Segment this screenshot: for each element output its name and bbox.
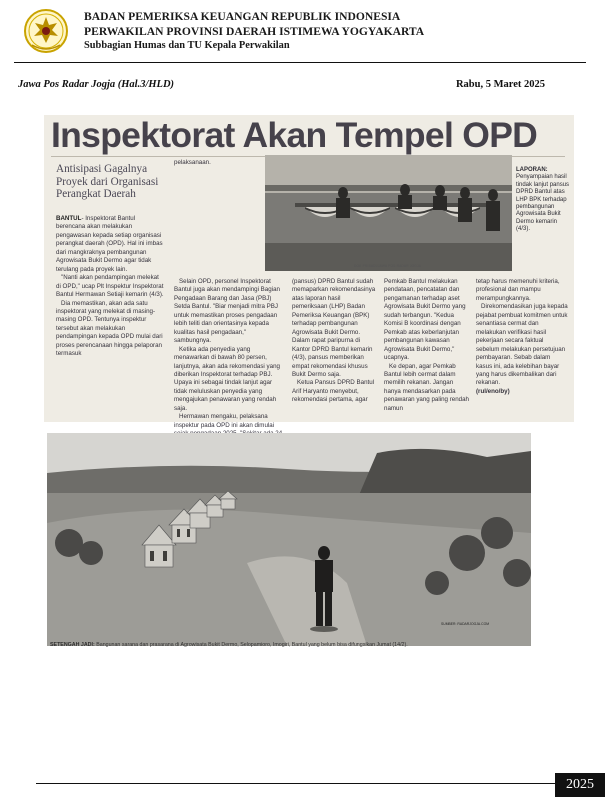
article-column-4 xyxy=(384,278,469,420)
article-column-1 xyxy=(56,215,165,420)
paragraph: pelaksanaan. xyxy=(174,159,211,166)
paragraph: (pansus) DPRD Bantul sudah memaparkan rekomendasinya atas laporan hasil pemeriksaan (LHP) Badan Pemeriksa Keuangan (BPK) terhadap pembangunan Agrowisata Bukit Dermo. Dalam rapat paripurna di Kantor DPRD Bantul kemarin (4/3), pansus memberikan empat rekomendasi khusus Bukit Dermo saja. xyxy=(292,278,376,378)
bukit-dermo-photo xyxy=(47,433,531,646)
header-divider xyxy=(14,62,586,63)
photo2-credit: SUMBER: RADARJOGJA.COM xyxy=(441,622,490,626)
date-label: Rabu, 5 Maret 2025 xyxy=(455,79,545,90)
paragraph: Ketua Pansus DPRD Bantul Arif Haryanto menyebut, rekomendasi pertama, agar xyxy=(292,379,375,404)
paragraph: Direkomendasikan juga kepada pejabat pembuat komitmen untuk senantiasa cermat dan melakukan verifikasi hasil pekerjaan secara faktual sebelum melakukan persetujuan pembayaran. Sebab dalam kasus ini, ada kelebihan bayar yang harus dikembalikan dari rekanan. xyxy=(476,303,568,387)
photo-credit: DOK PRIBADI/JAWA POS RADAR JOGJA xyxy=(354,264,422,268)
news-clipping xyxy=(44,115,574,429)
meeting-photo xyxy=(265,155,512,271)
year-badge: 2025 xyxy=(555,773,605,797)
article-column-3 xyxy=(292,278,377,420)
paragraph: "Nanti akan pendampingan melekat di OPD," ucap Plt Inspektur Inspektorat Bantul Hermawan Setiaji kemarin (4/3). xyxy=(56,274,164,299)
photo-caption xyxy=(516,167,570,234)
org-office: PERWAKILAN PROVINSI DAERAH ISTIMEWA YOGYAKARTA xyxy=(84,24,425,38)
article-column-5 xyxy=(476,278,568,420)
bpk-emblem-icon xyxy=(24,7,68,55)
paragraph: Ketika ada penyedia yang menawarkan di bawah 80 persen, lanjutnya, akan ada rekomendasi yang diberikan Inspektorat terhadap PBJ. Upaya ini sebagai tindak lanjut agar tidak meluluskan penyedia yang mengajukan penawaran yang rendah saja. xyxy=(174,345,280,412)
paragraph: Dia memastikan, akan ada satu inspektorat yang melekat di masing-masing OPD. Tentunya inspektur tersebut akan melakukan pendampingan kepada OPD mulai dari proses perencanaan hingga pelaporan termasuk xyxy=(56,299,163,358)
article-subheadline: Antisipasi Gagalnya Proyek dari Organisasi Perangkat Daerah xyxy=(56,163,159,200)
source-label: Jawa Pos Radar Jogja (Hal.3/HLD) xyxy=(18,79,175,90)
letterhead xyxy=(84,10,604,54)
org-name: BADAN PEMERIKSA KEUANGAN REPUBLIK INDONESIA xyxy=(84,10,401,23)
author-initials: (rul/eno/by) xyxy=(476,387,510,395)
article-headline: Inspektorat Akan Tempel OPD xyxy=(51,115,538,155)
photo2-caption xyxy=(50,642,528,648)
photo2-caption-text: Bangunan sarana dan prasarana di Agrowisata Bukit Dermo, Selopamioro, Imogiri, Bantul yang belum bisa difungsikan Jumat (14/2). xyxy=(96,642,408,648)
paragraph: Pemkab Bantul melakukan pendataan, pencatatan dan pengamanan terhadap aset Agrowisata Bukit Dermo yang sudah terbangun. "Kedua Komisi B koordinasi dengan Pemkab atas keberlanjutan pembangunan kawasan Agrowisata Bukit Dermo," ucapnya. xyxy=(384,278,466,362)
footer-divider xyxy=(36,783,556,784)
caption-text: Penyampaian hasil tindak lanjut pansus DPRD Bantul atas LHP BPK terhadap pembangunan Agrowisata Bukit Dermo kemarin (4/3). xyxy=(516,174,570,233)
dateline: BANTUL xyxy=(56,215,82,222)
paragraph: Ke depan, agar Pemkab Bantul lebih cermat dalam memilih rekanan. Jangan hanya mendasarkan pada penawaran yang paling rendah namun xyxy=(384,362,469,412)
org-unit: Subbagian Humas dan TU Kepala Perwakilan xyxy=(84,40,290,51)
article-column-2 xyxy=(174,278,284,429)
caption-title: LAPORAN: xyxy=(516,167,548,173)
paragraph: Selain OPD, personel Inspektorat Bantul juga akan mendampingi Bagian Pengadaan Barang dan Jasa (PBJ) Setda Bantul. "Biar menjadi mitra PBJ untuk memastikan proses pengadaan lebih teliti dan orientasinya kepada kualitas hasil pengadaan," sambungnya. xyxy=(174,278,280,345)
photo2-caption-title: SETENGAH JADI: xyxy=(50,642,95,648)
paragraph: - Inspektorat Bantul berencana akan melakukan pengawasan kepada setiap organisasi perangkat daerah (OPD). Hal ini imbas dari mangkraknya pembangunan Agrowisata Bukit Dermo agar tidak terulang pada proyek lain. xyxy=(56,215,163,273)
paragraph: tetap harus memenuhi kriteria, profesional dan mampu merampungkannya. xyxy=(476,278,560,302)
paragraph: Hermawan mengaku, pelaksana inspektur pada OPD ini akan dimulai xyxy=(174,413,275,429)
